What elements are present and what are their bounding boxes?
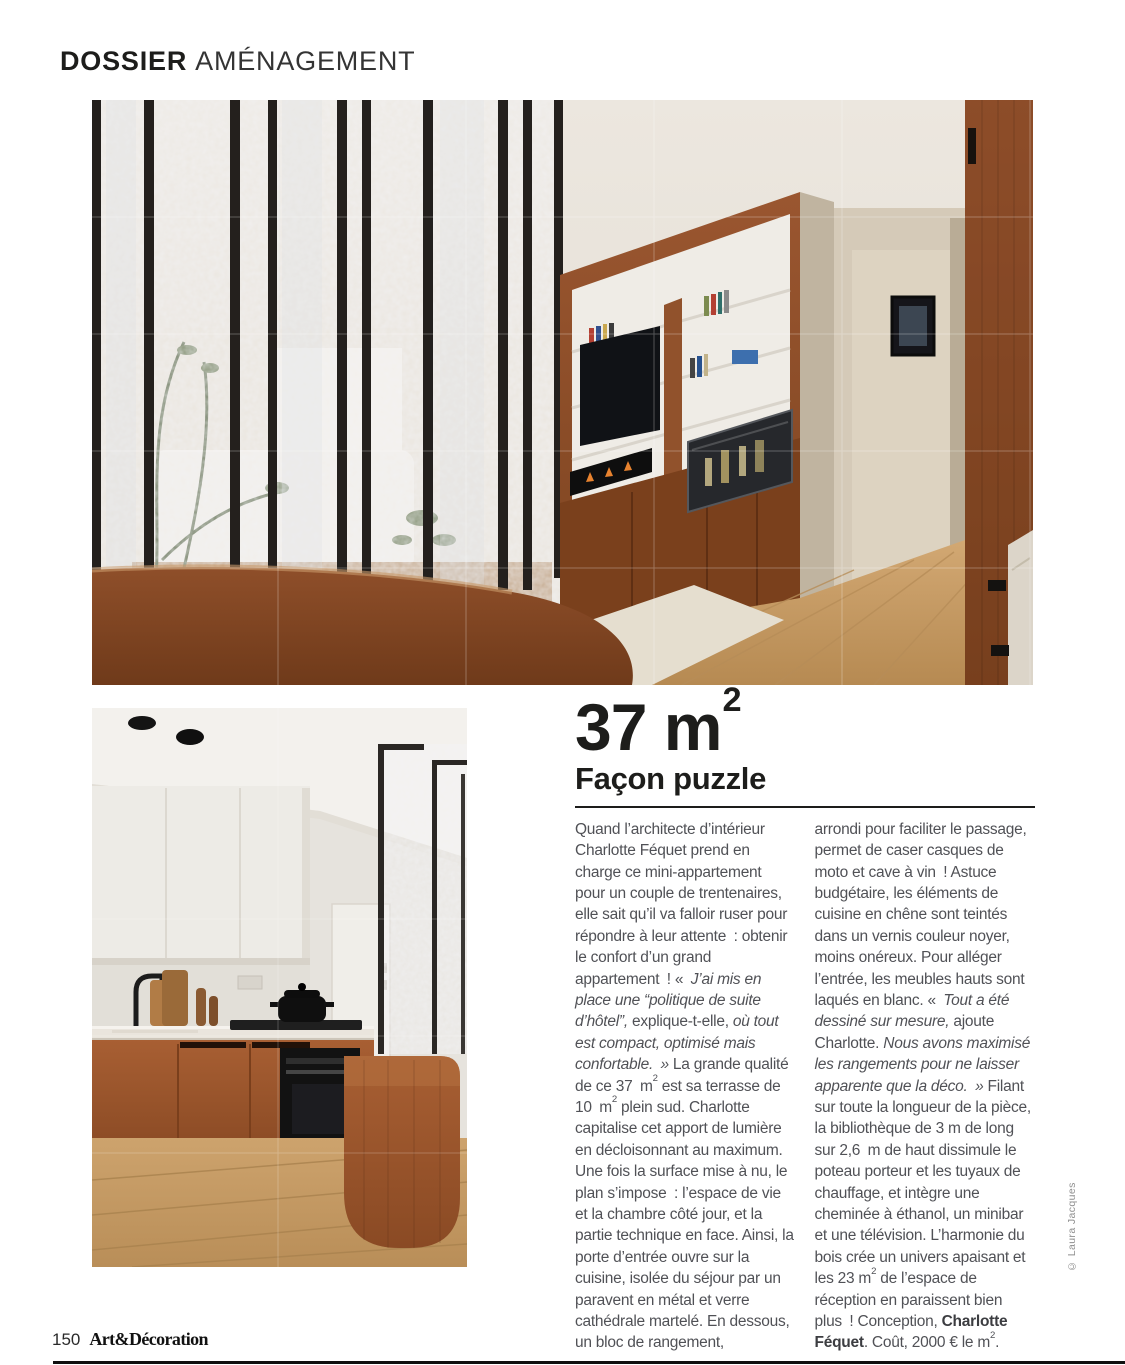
spotlight-icon xyxy=(176,729,204,745)
section-kicker xyxy=(60,46,415,77)
page-number: 150 xyxy=(52,1330,81,1349)
body-column-1: Quand l’architecte d’intérieur Charlotte Féquet prend en charge ce mini-appartement pour un couple de trentenaires, elle sait qu’il va falloir ruser pour répondre à leur attente : obtenir le confort d’un grand appartement ! « J’ai mis en place une “politique de suite d’hôtel”, explique-t-elle, où tout est compact, optimisé mais confortable. » La grande qualité de ce 37 $m^2$ est sa terrasse de 10 $m^2$ plein sud. Charlotte capitalise cet apport de lumière en décloisonnant au maximum. Une fois la surface mise à nu, le plan s’impose : l’espace de vie et la chambre côté jour, et la partie technique en face. Ainsi, la porte d’entrée ouvre sur la cuisine, isolée du séjour par un paravent en métal et verre cathédrale martelé. En dessous, un bloc de rangement, xyxy=(575,820,794,1352)
kitchen-photo xyxy=(92,708,467,1267)
television xyxy=(580,326,660,446)
kitchen-glass-partition xyxy=(378,744,467,1054)
body-columns xyxy=(575,819,1035,1354)
spotlight-icon xyxy=(128,716,156,730)
page-edge-line xyxy=(53,1361,1125,1364)
pepper-mill xyxy=(196,988,206,1026)
page-title xyxy=(575,680,1035,764)
title-text: 37 m xyxy=(575,690,722,764)
title-divider xyxy=(575,806,1035,808)
sink xyxy=(112,1030,198,1033)
magazine-logo: Art&Décoration xyxy=(89,1329,208,1349)
upper-cabinets xyxy=(92,786,310,965)
rounded-storage-block xyxy=(344,1056,460,1248)
living-room-photo-illustration xyxy=(92,100,1033,685)
glass-partition xyxy=(92,100,563,605)
title-superscript: 2 xyxy=(722,680,741,719)
body-column-2: arrondi pour faciliter le passage, permet de caser casques de moto et cave à vin ! Astuce budgétaire, les éléments de cuisine en chêne sont teintés dans un vernis couleur noyer, moins onéreux. Pour alléger l’entrée, les meubles hauts sont laqués en blanc. « Tout a été dessiné sur mesure, ajoute Charlotte. Nous avons maximisé les rangements pour ne laisser apparente que la déco. » Filant sur toute la longueur de la pièce, la bibliothèque de 3 m de long sur 2,6 m de haut dissimule le poteau porteur et les tuyaux de chauffage, et intègre une cheminée à éthanol, un minibar et une télévision. L’harmonie du bois crée un univers apaisant et les 23 $m^2$ de l’espace de réception en paraissent bien plus ! Conception, Charlotte Féquet. Coût, 2000 € le $m^2$. xyxy=(814,820,1031,1352)
page-subtitle: Façon puzzle xyxy=(575,760,767,796)
marble-counter xyxy=(1008,530,1033,685)
wall-socket xyxy=(238,976,262,989)
photo-credit: © Laura Jacques xyxy=(1066,1182,1078,1272)
right-wood-panel xyxy=(965,100,1033,685)
article xyxy=(575,680,1035,1354)
kicker-dossier: DOSSIER xyxy=(60,46,188,76)
cutting-board xyxy=(162,970,188,1026)
pepper-mill xyxy=(209,996,218,1026)
page-footer xyxy=(52,1329,208,1350)
kitchen-photo-illustration xyxy=(92,708,467,1267)
living-room-photo xyxy=(92,100,1033,685)
kicker-amenagement: AMÉNAGEMENT xyxy=(195,46,416,76)
